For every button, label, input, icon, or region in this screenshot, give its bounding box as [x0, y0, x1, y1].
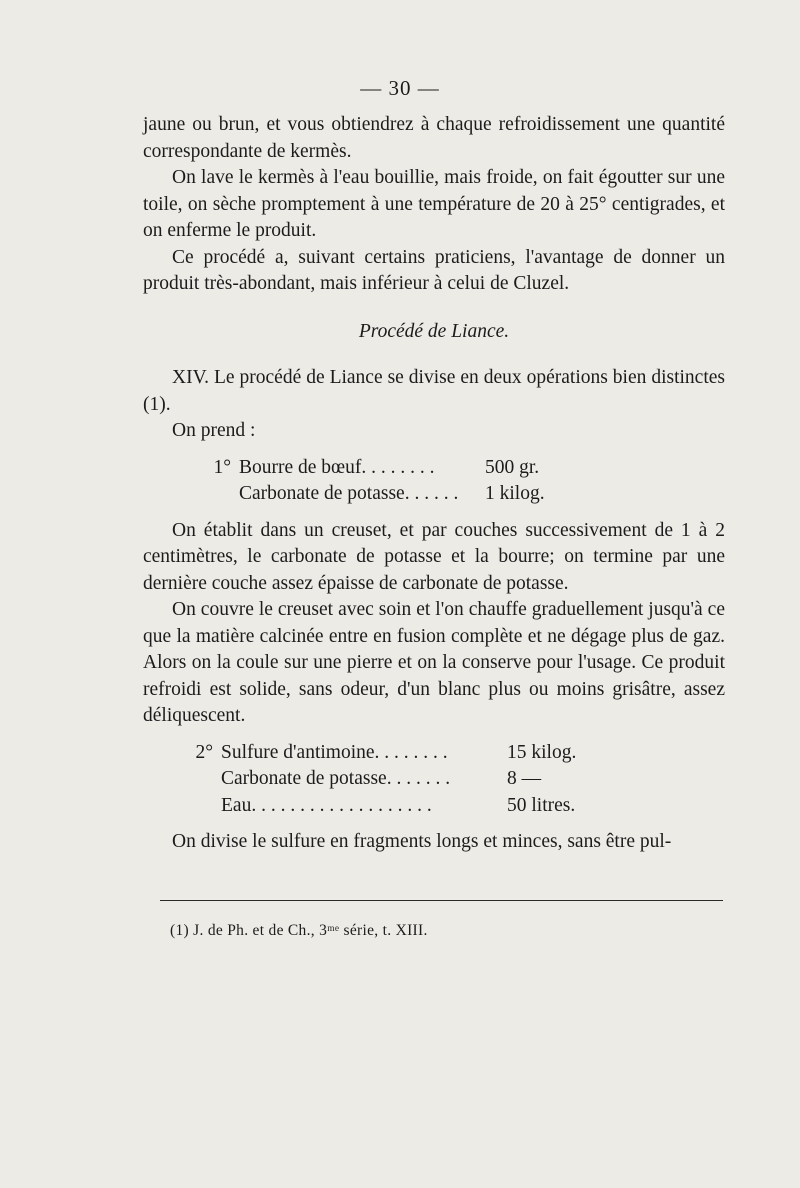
ingredient-quantity: 15 kilog.	[507, 741, 577, 763]
recipe-row	[143, 481, 725, 508]
recipe-number: 1°	[213, 456, 231, 478]
ingredient-quantity: 1 kilog.	[485, 483, 545, 504]
paragraph-on-prend: On prend :	[172, 420, 256, 441]
paragraph-continuation: jaune ou brun, et vous obtiendrez à chaque refroidissement une quantité correspondante de kermès.	[143, 114, 725, 162]
paragraph-dividing: On divise le sulfure en fragments longs et minces, sans être pul-	[172, 831, 672, 852]
ingredient-name: Eau. . . . . . . . . . . . . . . . . . .	[221, 794, 432, 816]
recipe-row	[143, 766, 725, 793]
paragraph-comparison: Ce procédé a, suivant certains praticiens, l'avantage de donner un produit très-abondant, mais inférieur à celui de Cluzel.	[143, 246, 725, 294]
paragraph-heating: On couvre le creuset avec soin et l'on chauffe graduellement jusqu'à ce que la matière calcinée entre en fusion complète et ne dégage plus de gaz. Alors on la coule sur une pierre et on la conserve pour l'usage. Ce produit refroidi est solide, sans odeur, d'un blanc plus ou moins grisâtre, assez déliquescent.	[143, 599, 725, 726]
recipe-row	[143, 740, 725, 767]
recipe-row	[143, 455, 725, 482]
paragraph-washing: On lave le kermès à l'eau bouillie, mais froide, on fait égoutter sur une toile, on sèche promptement à une température de 20 à 25° centigrades, et on enferme le produit.	[143, 167, 725, 241]
recipe-row	[143, 793, 725, 820]
paragraph-layering: On établit dans un creuset, et par couches successivement de 1 à 2 centimètres, le carbonate de potasse et la bourre; on termine par une dernière couche assez épaisse de carbonate de potasse.	[143, 519, 725, 594]
section-heading: Procédé de Liance.	[358, 320, 510, 342]
ingredient-name: Carbonate de potasse. . . . . . .	[221, 768, 451, 789]
ingredient-quantity: 500 gr.	[485, 456, 540, 478]
ingredient-name: Sulfure d'antimoine. . . . . . . .	[221, 741, 448, 763]
page-body	[143, 112, 725, 856]
recipe-list-2	[143, 740, 725, 820]
footnote-divider	[160, 900, 723, 901]
paragraph-liance-intro: XIV. Le procédé de Liance se divise en deux opérations bien distinctes (1).	[143, 367, 725, 415]
ingredient-quantity: 8 —	[507, 768, 542, 789]
ingredient-quantity: 50 litres.	[507, 794, 576, 816]
recipe-list-1	[143, 455, 725, 508]
ingredient-name: Bourre de bœuf. . . . . . . .	[239, 456, 435, 478]
footnote: (1) J. de Ph. et de Ch., 3ᵐᵉ série, t. XIII.	[170, 922, 428, 939]
recipe-number: 2°	[195, 741, 213, 763]
ingredient-name: Carbonate de potasse. . . . . .	[239, 483, 459, 504]
page-number: — 30 —	[360, 76, 440, 100]
